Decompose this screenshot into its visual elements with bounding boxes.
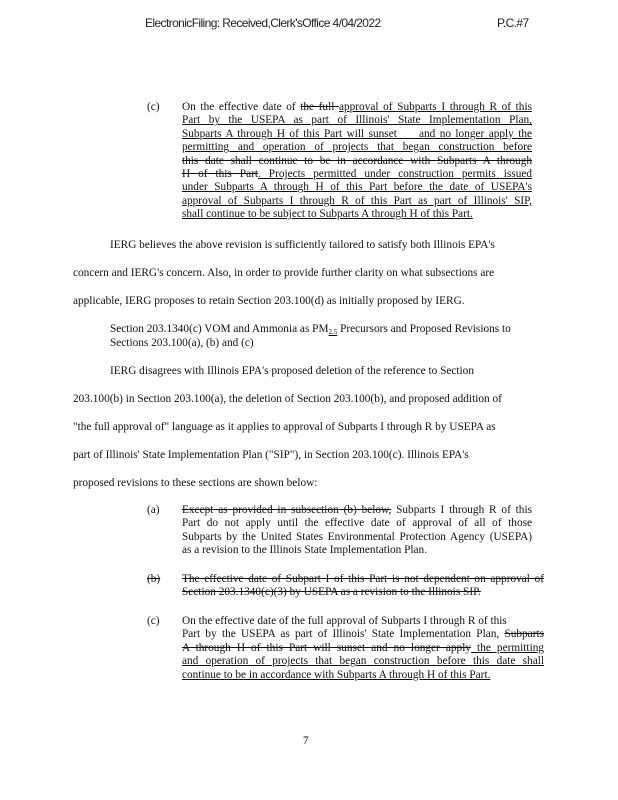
text-line: Part do not apply until the effective date of approval of all of those	[182, 517, 532, 530]
deleted-text: Subparts	[504, 628, 544, 641]
deleted-text: this date shall continue to be in accordance with Subparts A through	[182, 154, 532, 167]
text-line	[182, 628, 544, 641]
deleted-text: the full	[300, 101, 339, 113]
inserted-text: and no longer apply the	[418, 127, 533, 140]
subsection-c	[182, 615, 544, 682]
subsection-c-revised	[182, 101, 532, 222]
heading-text: Precursors and Proposed Revisions to	[337, 323, 511, 335]
paragraph-line: IERG believes the above revision is sufficiently tailored to satisfy both Illinois EPA's	[110, 239, 495, 251]
text-line	[182, 642, 544, 655]
inserted-text: shall continue to be subject to Subparts A through H of this Part.	[182, 208, 473, 221]
section-heading-line2: Sections 203.100(a), (b) and (c)	[110, 337, 254, 349]
heading-subscript: 2.5	[328, 328, 338, 336]
pc-number: P.C.#7	[497, 16, 529, 30]
text-line: On the effective date of the full approval of Subparts I through R of this	[182, 615, 507, 627]
subsection-label: (b)	[147, 573, 161, 585]
text-line	[182, 141, 532, 154]
inserted-text: the permitting	[470, 641, 544, 654]
inserted-text: approval of Subparts I through R of this	[338, 101, 532, 113]
inserted-text: under Subparts A through H of this Part before the date of USEPA's	[182, 181, 532, 194]
deleted-text: A through H of this Part will sunset and no longer apply	[182, 641, 471, 654]
subsection-label: (c)	[147, 101, 160, 113]
deleted-text: The effective date of Subpart I of this Part is not dependent on approval of	[182, 573, 544, 585]
inserted-text: continue to be in accordance with Subparts A through H of this Part.	[182, 668, 491, 681]
text-run: Subparts I through R of this	[391, 504, 532, 516]
subsection-b-deleted	[182, 573, 544, 600]
subsection-a	[182, 504, 532, 558]
inserted-text: permitting and operation of projects that began construction before	[182, 141, 532, 154]
filing-stamp: ElectronicFiling: Received,Clerk'sOffice 4/04/2022	[145, 16, 381, 30]
paragraph-line: concern and IERG's concern. Also, in order to provide further clarity on what subsections are	[73, 267, 495, 279]
text-line	[182, 114, 532, 127]
paragraph-line: IERG disagrees with Illinois EPA's proposed deletion of the reference to Section	[110, 365, 474, 377]
text-line	[182, 208, 532, 221]
inserted-text: . Projects permitted under construction permits issued	[258, 168, 533, 181]
paragraph-line: part of Illinois' State Implementation Plan ("SIP"), in Section 203.100(c). Illinois EPA's	[73, 449, 469, 461]
inserted-text: Subparts A through H of this Part will sunset	[182, 127, 397, 140]
text-run: On the effective date of	[182, 101, 301, 113]
paragraph-line: applicable, IERG proposes to retain Section 203.100(d) as initially proposed by IERG.	[73, 295, 465, 307]
text-line	[182, 195, 532, 208]
text-line: as a revision to the Illinois State Implementation Plan.	[182, 544, 428, 557]
paragraph-line: proposed revisions to these sections are shown below:	[73, 477, 318, 489]
text-line	[182, 101, 532, 114]
deleted-text: Except as provided in subsection (b) below,	[182, 504, 392, 516]
text-line	[182, 181, 532, 194]
subsection-label: (c)	[147, 615, 160, 627]
subsection-label: (a)	[147, 504, 160, 516]
text-line: Subparts by the United States Environmental Protection Agency (USEPA)	[182, 530, 532, 543]
deleted-text: Section 203.1340(c)(3) by USEPA as a revision to the Illinois SIP.	[182, 586, 481, 599]
page-number: 7	[303, 735, 309, 747]
text-line	[182, 168, 532, 181]
text-run: Part by the USEPA as part of Illinois' State Implementation Plan,	[182, 628, 505, 641]
inserted-text: and operation of projects that began construction before this date shall	[182, 655, 544, 668]
inserted-text: approval of Subparts I through R of this Part as part of Illinois' SIP,	[182, 194, 532, 207]
text-line	[182, 504, 532, 517]
text-line	[182, 155, 532, 168]
paragraph-line: 203.100(b) in Section 203.100(a), the deletion of Section 203.100(b), and proposed addition of	[73, 393, 502, 405]
inserted-text: Part by the USEPA as part of Illinois' State Implementation Plan,	[182, 114, 532, 127]
deleted-text: H of this Part	[182, 168, 258, 181]
text-line	[182, 128, 532, 141]
paragraph-line: "the full approval of" language as it applies to approval of Subparts I through R by USEPA as	[73, 421, 496, 433]
heading-text: Section 203.1340(c) VOM and Ammonia as PM	[110, 323, 329, 335]
